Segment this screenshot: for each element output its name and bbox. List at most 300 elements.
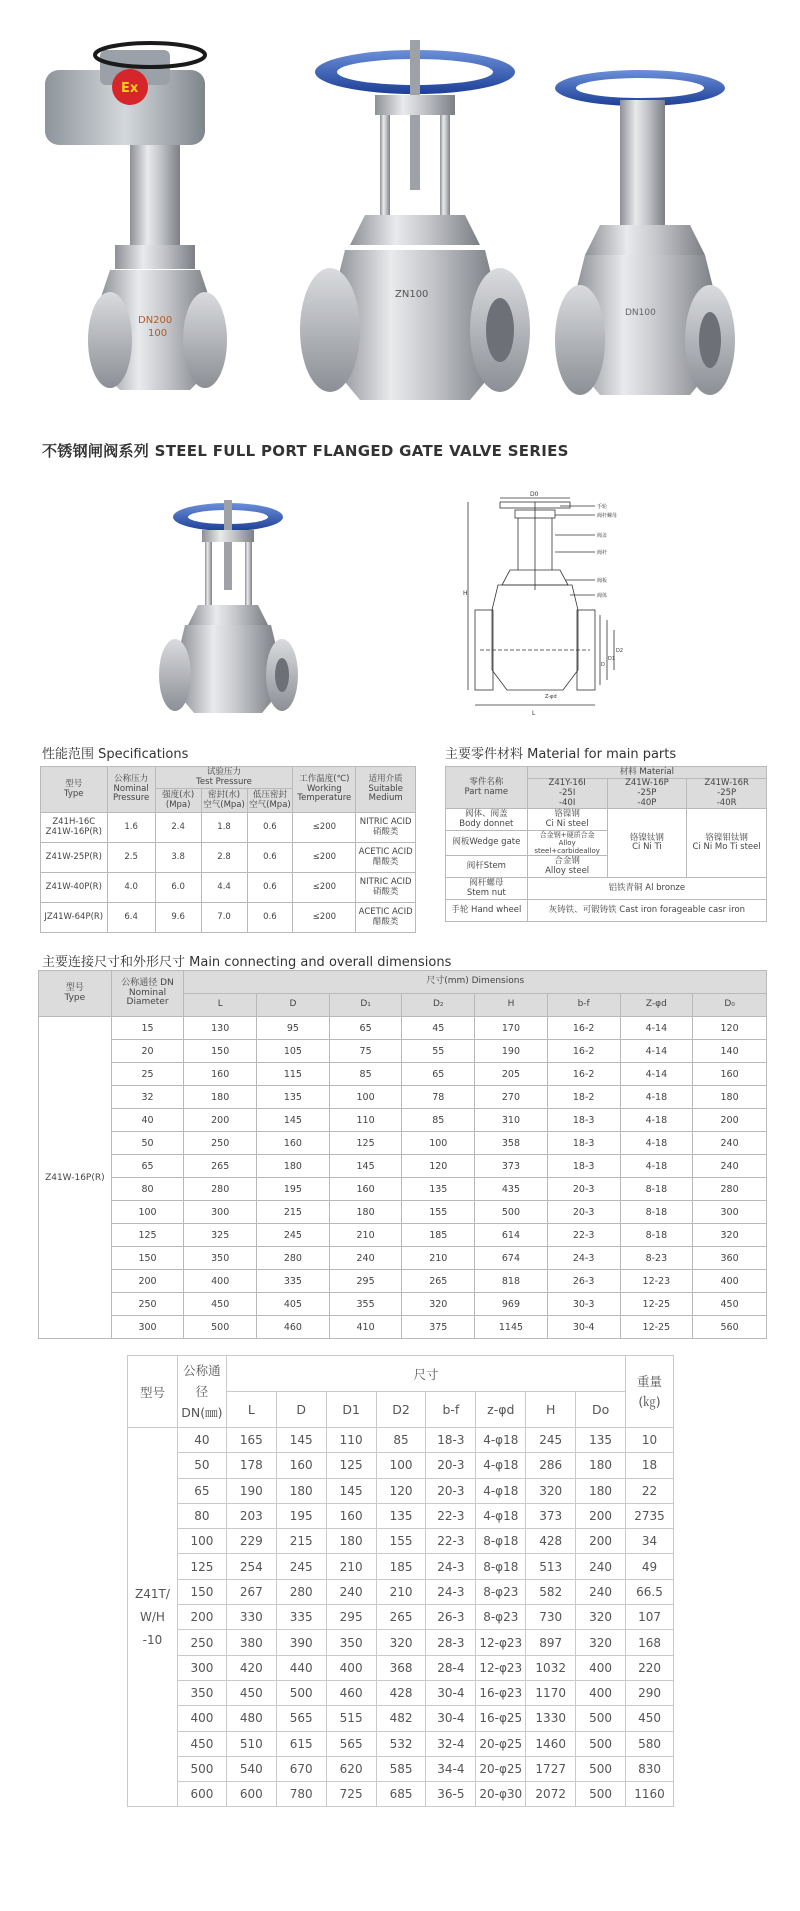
table-row: Z41W-40P(R) 4.0 6.0 4.4 0.6 ≤200 NITRIC ACID 硝酸类	[41, 873, 416, 903]
mat-header-material: 材料 Material	[527, 767, 766, 779]
table-row: 阀体、阀盖 Body donnet 铬镍钢 Ci Ni steel 铬镍钛钢 Ci Ni Ti 铬镍钼钛钢 Ci Ni Mo Ti steel	[446, 809, 767, 831]
table-cell: 286	[526, 1453, 576, 1478]
table-cell: 180	[276, 1478, 326, 1503]
table-cell: 85	[376, 1428, 426, 1453]
table-cell: 145	[276, 1428, 326, 1453]
table-cell: 105	[257, 1040, 330, 1063]
table-cell: 240	[693, 1155, 767, 1178]
table-cell: 350	[326, 1630, 376, 1655]
table-cell: 32	[111, 1086, 184, 1109]
table-cell: 320	[402, 1293, 475, 1316]
table-cell: 80	[177, 1503, 226, 1528]
table-cell: 215	[257, 1201, 330, 1224]
table-cell: 85	[329, 1063, 402, 1086]
table-cell: 220	[626, 1655, 674, 1680]
table-cell: 254	[226, 1554, 276, 1579]
table-cell: 295	[326, 1605, 376, 1630]
mat-header-col2: Z41W-16P -25P -40P	[607, 779, 687, 809]
big-header-col: D	[276, 1392, 326, 1428]
table-cell: 320	[576, 1630, 626, 1655]
table-cell: 95	[257, 1017, 330, 1040]
table-row	[39, 1316, 767, 1339]
table-cell: 18-3	[547, 1132, 620, 1155]
table-cell: 55	[402, 1040, 475, 1063]
big-header-type: 型号	[128, 1356, 178, 1428]
table-cell: 240	[693, 1132, 767, 1155]
big-rows	[128, 1428, 674, 1807]
dim-header-col: D₂	[402, 994, 475, 1017]
table-cell: 320	[693, 1224, 767, 1247]
table-cell: 100	[329, 1086, 402, 1109]
table-cell: 440	[276, 1655, 326, 1680]
table-cell: 12-23	[620, 1270, 693, 1293]
table-cell: 168	[626, 1630, 674, 1655]
dim-header-col: L	[184, 994, 257, 1017]
svg-text:ZN100: ZN100	[395, 289, 429, 300]
table-cell: 482	[376, 1706, 426, 1731]
table-cell: 500	[576, 1731, 626, 1756]
table-cell: 400	[184, 1270, 257, 1293]
table-cell: 22-3	[426, 1503, 476, 1528]
big-header-col: Do	[576, 1392, 626, 1428]
big-header-col: z-φd	[476, 1392, 526, 1428]
table-cell: 250	[184, 1132, 257, 1155]
table-cell: 32-4	[426, 1731, 476, 1756]
svg-text:阀体: 阀体	[597, 593, 608, 599]
table-row	[128, 1630, 674, 1655]
table-cell: 200	[177, 1605, 226, 1630]
table-cell: 428	[376, 1680, 426, 1705]
table-cell: 1032	[526, 1655, 576, 1680]
table-cell: 4-18	[620, 1086, 693, 1109]
table-cell: 24-3	[426, 1579, 476, 1604]
spec-header-medium: 适用介质 Suitable Medium	[356, 767, 416, 813]
table-row	[39, 1178, 767, 1201]
table-cell: 320	[526, 1478, 576, 1503]
spec-header-nominal-pressure: 公称压力 Nominal Pressure	[107, 767, 155, 813]
table-cell: 8-φ18	[476, 1529, 526, 1554]
table-row	[128, 1680, 674, 1705]
materials-table	[445, 766, 767, 922]
handwheel-gate-valve-photo-small	[555, 70, 735, 395]
table-cell: 2072	[526, 1782, 576, 1807]
table-cell: 500	[184, 1316, 257, 1339]
mat-header-part: 零件名称 Part name	[446, 767, 528, 809]
table-cell: 155	[376, 1529, 426, 1554]
table-cell: 8-φ23	[476, 1605, 526, 1630]
table-cell: 280	[184, 1178, 257, 1201]
table-cell: 210	[402, 1247, 475, 1270]
table-cell: 26-3	[547, 1270, 620, 1293]
table-cell: 80	[111, 1178, 184, 1201]
table-cell: 240	[576, 1579, 626, 1604]
table-cell: 28-3	[426, 1630, 476, 1655]
big-header-size: 尺寸	[226, 1356, 625, 1392]
table-cell: 65	[329, 1017, 402, 1040]
table-cell: 50	[177, 1453, 226, 1478]
big-header-dn: 公称通 径 DN(㎜)	[177, 1356, 226, 1428]
table-cell: 150	[184, 1040, 257, 1063]
handwheel-gate-valve-photo-large	[300, 40, 530, 400]
svg-text:阀板: 阀板	[597, 578, 608, 584]
table-cell: 120	[693, 1017, 767, 1040]
svg-text:手轮: 手轮	[597, 504, 608, 510]
table-cell: 1460	[526, 1731, 576, 1756]
table-cell: 178	[226, 1453, 276, 1478]
gate-valve-photo-medium	[150, 495, 310, 720]
table-cell: 165	[226, 1428, 276, 1453]
table-row	[39, 1063, 767, 1086]
table-cell: 34-4	[426, 1756, 476, 1781]
table-cell: 20-3	[547, 1178, 620, 1201]
mat-header-col3: Z41W-16R -25P -40R	[687, 779, 767, 809]
table-cell: 500	[576, 1782, 626, 1807]
table-cell: 20	[111, 1040, 184, 1063]
table-cell: 160	[257, 1132, 330, 1155]
table-cell: 8-23	[620, 1247, 693, 1270]
table-cell: 66.5	[626, 1579, 674, 1604]
table-cell: 28-4	[426, 1655, 476, 1680]
technical-drawing	[460, 490, 640, 720]
svg-text:DN200: DN200	[138, 315, 173, 326]
table-cell: 49	[626, 1554, 674, 1579]
table-cell: 280	[693, 1178, 767, 1201]
table-row: 阀杆Stem 合金钢 Alloy steel	[446, 856, 767, 878]
table-cell: 2735	[626, 1503, 674, 1528]
table-cell: 582	[526, 1579, 576, 1604]
table-cell: 185	[376, 1554, 426, 1579]
table-cell: 335	[257, 1270, 330, 1293]
table-cell: 18-2	[547, 1086, 620, 1109]
table-cell: 310	[475, 1109, 548, 1132]
table-cell: 12-φ23	[476, 1655, 526, 1680]
svg-text:D: D	[601, 662, 605, 668]
table-cell: 65	[402, 1063, 475, 1086]
spec-header-working-temp: 工作温度(℃) Working Temperature	[293, 767, 356, 813]
mat-header-col1: Z41Y-16I -25I -40I	[527, 779, 607, 809]
table-cell: 450	[226, 1680, 276, 1705]
table-cell: 115	[257, 1063, 330, 1086]
table-cell: 125	[177, 1554, 226, 1579]
table-cell: 110	[326, 1428, 376, 1453]
valve-photos-graphic	[0, 0, 800, 420]
table-cell: 670	[276, 1756, 326, 1781]
specifications-table	[40, 766, 416, 933]
table-row	[128, 1428, 674, 1453]
table-cell: 265	[402, 1270, 475, 1293]
table-cell: 674	[475, 1247, 548, 1270]
table-cell: 160	[184, 1063, 257, 1086]
table-cell: 830	[626, 1756, 674, 1781]
table-cell: 170	[475, 1017, 548, 1040]
table-cell: 160	[276, 1453, 326, 1478]
table-cell: 290	[626, 1680, 674, 1705]
table-cell: 375	[402, 1316, 475, 1339]
table-cell: 615	[276, 1731, 326, 1756]
table-row: Z41W-25P(R) 2.5 3.8 2.8 0.6 ≤200 ACETIC ACID 醋酸类	[41, 843, 416, 873]
table-cell: 203	[226, 1503, 276, 1528]
table-row	[39, 1155, 767, 1178]
table-cell: 22-3	[426, 1529, 476, 1554]
table-row	[39, 1109, 767, 1132]
table-cell: 8-φ18	[476, 1554, 526, 1579]
svg-text:D0: D0	[530, 491, 539, 498]
table-cell: 120	[402, 1155, 475, 1178]
table-row	[39, 1201, 767, 1224]
table-cell: 4-φ18	[476, 1478, 526, 1503]
table-row	[39, 1017, 767, 1040]
table-cell: 1160	[626, 1782, 674, 1807]
table-row	[128, 1554, 674, 1579]
table-cell: 450	[184, 1293, 257, 1316]
table-cell: 18	[626, 1453, 674, 1478]
table-cell: 12-25	[620, 1293, 693, 1316]
table-cell: 20-φ30	[476, 1782, 526, 1807]
table-cell: 405	[257, 1293, 330, 1316]
table-cell: 16-2	[547, 1017, 620, 1040]
table-row: 手轮 Hand wheel 灰铸铁、可锻铸铁 Cast iron forageable casr iron	[446, 900, 767, 922]
table-cell: 460	[257, 1316, 330, 1339]
table-cell: 20-φ25	[476, 1731, 526, 1756]
spec-header-test-pressure: 试验压力 Test Pressure	[155, 767, 293, 789]
table-cell: 265	[184, 1155, 257, 1178]
table-cell: 4-14	[620, 1063, 693, 1086]
table-cell: 368	[376, 1655, 426, 1680]
table-cell: 360	[693, 1247, 767, 1270]
table-cell: 229	[226, 1529, 276, 1554]
specifications-title: 性能范围 Specifications	[42, 747, 189, 762]
table-cell: 580	[626, 1731, 674, 1756]
table-cell: 78	[402, 1086, 475, 1109]
table-cell: 500	[276, 1680, 326, 1705]
dimension-weight-table	[127, 1355, 674, 1807]
table-cell: 215	[276, 1529, 326, 1554]
table-cell: 373	[526, 1503, 576, 1528]
table-cell: 600	[177, 1782, 226, 1807]
table-cell: 135	[402, 1178, 475, 1201]
table-cell: 350	[177, 1680, 226, 1705]
table-cell: 240	[329, 1247, 402, 1270]
table-cell: 515	[326, 1706, 376, 1731]
table-cell: 4-φ18	[476, 1503, 526, 1528]
table-row: JZ41W-64P(R) 6.4 9.6 7.0 0.6 ≤200 ACETIC ACID 醋酸类	[41, 903, 416, 933]
table-cell: 135	[576, 1428, 626, 1453]
table-cell: 240	[576, 1554, 626, 1579]
table-cell: 180	[257, 1155, 330, 1178]
table-cell: 210	[326, 1554, 376, 1579]
table-cell: 4-14	[620, 1040, 693, 1063]
table-cell: 428	[526, 1529, 576, 1554]
table-cell: 12-25	[620, 1316, 693, 1339]
table-cell: 22	[626, 1478, 674, 1503]
table-cell: 160	[693, 1063, 767, 1086]
svg-text:H: H	[463, 590, 468, 597]
table-cell: 160	[326, 1503, 376, 1528]
table-cell: 180	[576, 1478, 626, 1503]
table-cell: 8-φ23	[476, 1579, 526, 1604]
table-cell: 969	[475, 1293, 548, 1316]
table-cell: 200	[111, 1270, 184, 1293]
table-row	[128, 1782, 674, 1807]
table-cell: 210	[329, 1224, 402, 1247]
table-cell: 320	[376, 1630, 426, 1655]
big-header-col: D1	[326, 1392, 376, 1428]
table-row	[128, 1756, 674, 1781]
table-cell: 600	[226, 1782, 276, 1807]
table-cell: 300	[693, 1201, 767, 1224]
table-cell: 100	[376, 1453, 426, 1478]
table-cell: 125	[326, 1453, 376, 1478]
table-cell: 110	[329, 1109, 402, 1132]
table-cell: 450	[177, 1731, 226, 1756]
table-cell: 180	[576, 1453, 626, 1478]
table-cell: 200	[576, 1529, 626, 1554]
table-cell: 180	[693, 1086, 767, 1109]
table-cell: 300	[111, 1316, 184, 1339]
table-cell: 400	[576, 1680, 626, 1705]
dimensions-table	[38, 970, 767, 1339]
table-cell: 18-3	[547, 1155, 620, 1178]
svg-text:DN100: DN100	[625, 308, 656, 318]
table-cell: 30-4	[547, 1316, 620, 1339]
table-cell: 15	[111, 1017, 184, 1040]
svg-text:D2: D2	[616, 648, 624, 654]
table-cell: 270	[475, 1086, 548, 1109]
table-cell: 18-3	[426, 1428, 476, 1453]
table-row: 阀杆螺母 Stem nut 铝铁青铜 Al bronze	[446, 878, 767, 900]
table-cell: 20-3	[426, 1453, 476, 1478]
table-cell: 245	[526, 1428, 576, 1453]
table-cell: 250	[177, 1630, 226, 1655]
table-cell: 335	[276, 1605, 326, 1630]
table-cell: 4-18	[620, 1109, 693, 1132]
table-cell: 265	[376, 1605, 426, 1630]
table-cell: 25	[111, 1063, 184, 1086]
table-cell: 140	[693, 1040, 767, 1063]
table-cell: 4-φ18	[476, 1453, 526, 1478]
table-cell: 18-3	[547, 1109, 620, 1132]
big-type-label: Z41T/ W/H -10	[128, 1428, 178, 1807]
table-row	[128, 1706, 674, 1731]
table-cell: 8-18	[620, 1201, 693, 1224]
table-cell: 355	[329, 1293, 402, 1316]
table-cell: 4-φ18	[476, 1428, 526, 1453]
big-header-weight: 重量 (㎏)	[626, 1356, 674, 1428]
table-cell: 145	[326, 1478, 376, 1503]
table-cell: 240	[326, 1579, 376, 1604]
table-cell: 300	[184, 1201, 257, 1224]
svg-text:100: 100	[148, 328, 168, 339]
table-row: 阀板Wedge gate 合金钢+硬质合金 Alloy steel+carbidealloy	[446, 831, 767, 856]
table-cell: 500	[475, 1201, 548, 1224]
table-cell: 150	[111, 1247, 184, 1270]
table-cell: 185	[402, 1224, 475, 1247]
table-cell: 120	[376, 1478, 426, 1503]
table-cell: 180	[329, 1201, 402, 1224]
table-cell: 50	[111, 1132, 184, 1155]
table-cell: 400	[326, 1655, 376, 1680]
table-row	[128, 1579, 674, 1604]
table-cell: 245	[276, 1554, 326, 1579]
table-cell: 26-3	[426, 1605, 476, 1630]
table-cell: 565	[276, 1706, 326, 1731]
table-cell: 195	[276, 1503, 326, 1528]
table-row	[128, 1655, 674, 1680]
table-cell: 4-18	[620, 1155, 693, 1178]
table-cell: 16-φ25	[476, 1706, 526, 1731]
table-cell: 135	[376, 1503, 426, 1528]
table-cell: 510	[226, 1731, 276, 1756]
table-cell: 195	[257, 1178, 330, 1201]
table-cell: 200	[693, 1109, 767, 1132]
table-cell: 420	[226, 1655, 276, 1680]
series-title: 不锈钢闸阀系列 STEEL FULL PORT FLANGED GATE VALVE SERIES	[42, 442, 569, 460]
table-cell: 818	[475, 1270, 548, 1293]
table-cell: 330	[226, 1605, 276, 1630]
table-cell: 4-18	[620, 1132, 693, 1155]
spec-rows	[41, 813, 416, 933]
table-cell: 24-3	[547, 1247, 620, 1270]
table-cell: 200	[184, 1109, 257, 1132]
table-cell: 190	[475, 1040, 548, 1063]
table-cell: 30-4	[426, 1680, 476, 1705]
dim-header-col: Z-φd	[620, 994, 693, 1017]
table-cell: 450	[693, 1293, 767, 1316]
table-cell: 8-18	[620, 1178, 693, 1201]
table-cell: 22-3	[547, 1224, 620, 1247]
table-cell: 245	[257, 1224, 330, 1247]
table-row	[128, 1478, 674, 1503]
table-cell: 160	[329, 1178, 402, 1201]
table-cell: 500	[177, 1756, 226, 1781]
table-cell: 20-φ25	[476, 1756, 526, 1781]
table-cell: 280	[257, 1247, 330, 1270]
table-row	[39, 1040, 767, 1063]
table-cell: 410	[329, 1316, 402, 1339]
table-row	[39, 1224, 767, 1247]
table-cell: 145	[257, 1109, 330, 1132]
table-cell: 125	[111, 1224, 184, 1247]
table-cell: 107	[626, 1605, 674, 1630]
big-header-col: L	[226, 1392, 276, 1428]
table-cell: 200	[576, 1503, 626, 1528]
table-cell: 100	[111, 1201, 184, 1224]
big-header-col: H	[526, 1392, 576, 1428]
dim-header-col: D	[257, 994, 330, 1017]
table-cell: 620	[326, 1756, 376, 1781]
dim-header-col: D₁	[329, 994, 402, 1017]
table-cell: 100	[177, 1529, 226, 1554]
table-cell: 85	[402, 1109, 475, 1132]
table-cell: 897	[526, 1630, 576, 1655]
table-cell: 4-14	[620, 1017, 693, 1040]
table-cell: 325	[184, 1224, 257, 1247]
dim-type-label: Z41W-16P(R)	[39, 1017, 112, 1339]
table-cell: 30-3	[547, 1293, 620, 1316]
table-cell: 135	[257, 1086, 330, 1109]
table-cell: 1170	[526, 1680, 576, 1705]
svg-text:阀杆螺母: 阀杆螺母	[597, 513, 618, 519]
table-cell: 390	[276, 1630, 326, 1655]
spec-header-low-seal: 低压密封 空气(Mpa)	[247, 789, 293, 813]
svg-text:D1: D1	[608, 656, 616, 662]
table-cell: 10	[626, 1428, 674, 1453]
spec-header-type: 型号 Type	[41, 767, 108, 813]
table-row	[39, 1086, 767, 1109]
table-cell: 320	[576, 1605, 626, 1630]
product-photos	[0, 0, 800, 420]
table-cell: 373	[475, 1155, 548, 1178]
